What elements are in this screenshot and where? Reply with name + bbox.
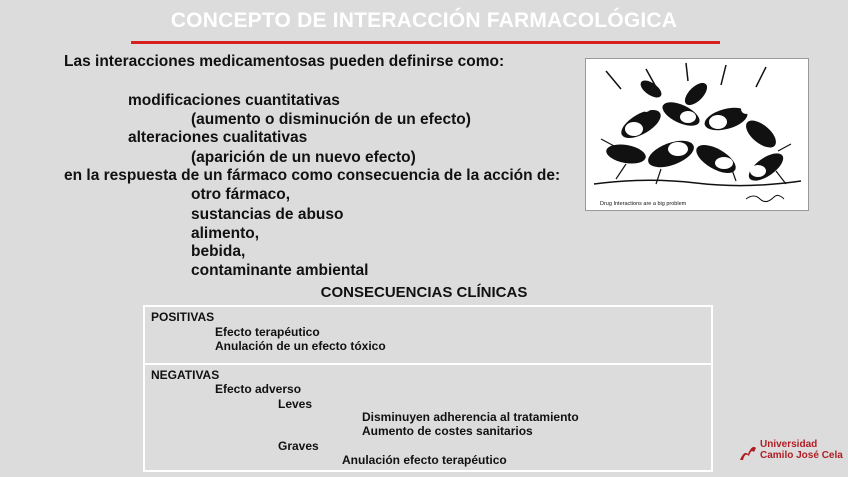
logo-line-1: Universidad xyxy=(760,439,818,450)
agent-item: alimento, xyxy=(191,225,260,242)
severe-label: Graves xyxy=(278,439,319,453)
response-line: en la respuesta de un fármaco como consecuencia de la acción de: xyxy=(64,167,561,184)
consequences-heading: CONSECUENCIAS CLÍNICAS xyxy=(320,284,528,301)
item-qualitative: alteraciones cualitativas xyxy=(128,129,308,146)
agent-item: bebida, xyxy=(191,243,246,260)
mild-item: Aumento de costes sanitarios xyxy=(362,424,533,438)
mild-item: Disminuyen adherencia al tratamiento xyxy=(362,410,579,424)
logo-text xyxy=(760,440,843,461)
slide-title: CONCEPTO DE INTERACCIÓN FARMACOLÓGICA xyxy=(170,9,678,32)
cartoon-drawing xyxy=(586,59,808,210)
positive-item: Efecto terapéutico xyxy=(215,325,320,339)
cartoon-caption: Drug Interactions are a big problem xyxy=(600,201,687,207)
agent-item: otro fármaco, xyxy=(191,186,291,203)
negative-label: NEGATIVAS xyxy=(151,368,220,382)
university-logo xyxy=(738,439,843,466)
logo-line-2: Camilo José Cela xyxy=(760,449,843,461)
agent-item: sustancias de abuso xyxy=(191,206,344,223)
positive-box xyxy=(143,305,713,366)
adverse-effect: Efecto adverso xyxy=(215,382,302,396)
pill-fight-cartoon xyxy=(585,58,809,211)
positive-item: Anulación de un efecto tóxico xyxy=(215,339,386,353)
ucjc-emblem-icon xyxy=(738,440,758,462)
item-qualitative-detail: (aparición de un nuevo efecto) xyxy=(191,149,416,166)
item-quantitative-detail: (aumento o disminución de un efecto) xyxy=(191,111,471,128)
agent-item: contaminante ambiental xyxy=(191,262,369,279)
title-underline xyxy=(131,41,720,44)
positive-label: POSITIVAS xyxy=(151,310,215,324)
severe-item: Anulación efecto terapéutico xyxy=(342,453,507,467)
definition-intro: Las interacciones medicamentosas pueden definirse como: xyxy=(64,53,505,70)
negative-box xyxy=(143,363,713,472)
item-quantitative: modificaciones cuantitativas xyxy=(128,92,340,109)
mild-label: Leves xyxy=(278,397,313,411)
